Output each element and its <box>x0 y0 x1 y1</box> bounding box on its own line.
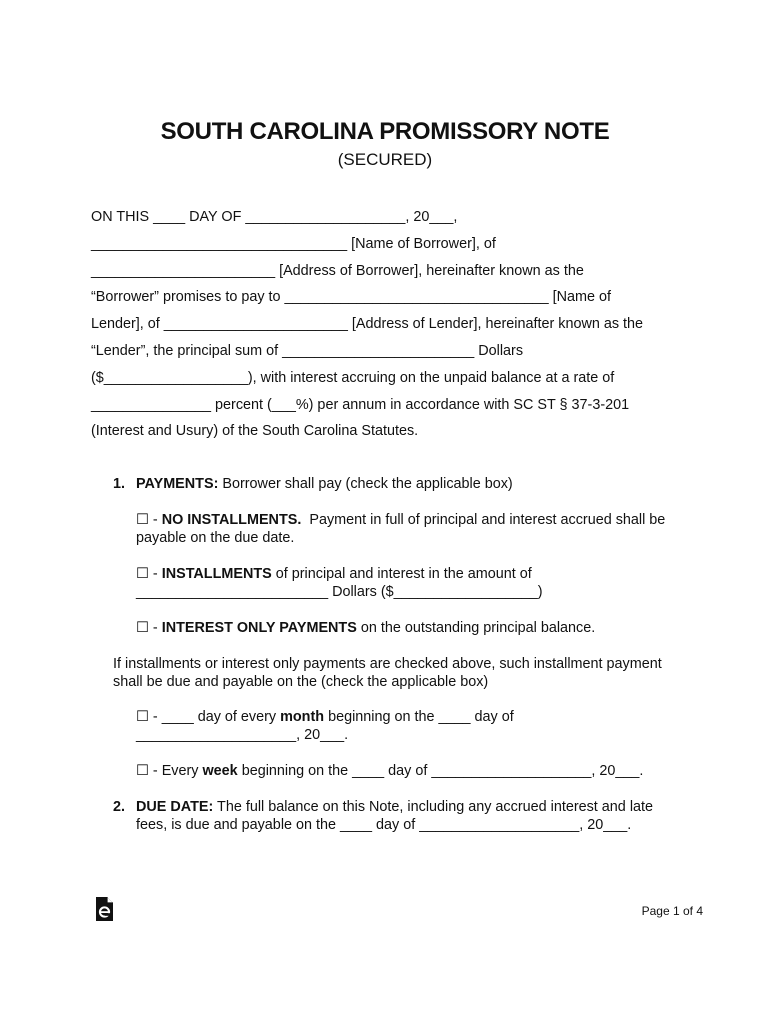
section-heading: DUE DATE: <box>136 799 214 815</box>
section-text: The full balance on this Note, including any accrued interest and late fees, is due and payable on the ____ day of ____________________, 20___. <box>136 799 654 833</box>
option-text: beginning on the ____ day of ____________________, 20___. <box>241 763 644 779</box>
intro-line: “Lender”, the principal sum of ________________________ Dollars <box>91 342 524 359</box>
eforms-logo-icon <box>94 896 114 922</box>
option-weekly <box>136 762 681 780</box>
section-number: 1. <box>113 476 126 492</box>
option-no-installments <box>136 511 681 547</box>
intro-line: “Borrower” promises to pay to _________________________________ [Name of <box>91 289 612 306</box>
option-text: of principal and interest in the amount of <box>275 566 532 582</box>
intro-line: (Interest and Usury) of the South Carolina Statutes. <box>91 423 419 440</box>
option-interest-only <box>136 619 681 637</box>
option-line2: ________________________ Dollars ($__________________) <box>136 584 543 600</box>
intro-line: _______________________ [Address of Borrower], hereinafter known as the <box>91 262 584 279</box>
payments-section <box>113 475 693 493</box>
section-number: 2. <box>113 799 126 815</box>
checkbox-weekly[interactable]: ☐ - Every <box>136 763 203 779</box>
page-number: Page 1 of 4 <box>641 904 703 918</box>
option-line2: ____________________, 20___. <box>136 727 349 743</box>
schedule-note: If installments or interest only payments are checked above, such installment payment shall be due and payable on the (check the applicable box) <box>113 656 662 690</box>
document-subtitle: (SECURED) <box>337 150 433 169</box>
option-label: INSTALLMENTS <box>161 566 272 582</box>
checkbox-interest-only[interactable]: ☐ - <box>136 620 162 636</box>
option-label: NO INSTALLMENTS. <box>161 512 302 528</box>
option-text: Payment in full of principal and interest accrued shall be payable on the due date. <box>136 512 666 546</box>
option-installments <box>136 565 681 601</box>
intro-line: ($__________________), with interest accruing on the unpaid balance at a rate of <box>91 369 615 386</box>
checkbox-no-installments[interactable]: ☐ - <box>136 512 162 528</box>
intro-line: ________________________________ [Name of Borrower], of <box>91 235 496 252</box>
due-date-section <box>113 798 658 834</box>
option-label: INTEREST ONLY PAYMENTS <box>161 620 357 636</box>
intro-paragraph <box>91 204 691 445</box>
option-monthly <box>136 708 681 744</box>
document-title: SOUTH CAROLINA PROMISSORY NOTE <box>160 118 610 145</box>
section-text: Borrower shall pay (check the applicable box) <box>222 476 513 492</box>
section-heading: PAYMENTS: <box>136 476 219 492</box>
option-label: week <box>202 763 238 779</box>
option-text: beginning on the ____ day of <box>328 709 514 725</box>
checkbox-installments[interactable]: ☐ - <box>136 566 162 582</box>
intro-line: _______________ percent (___%) per annum in accordance with SC ST § 37-3-201 <box>91 396 630 413</box>
option-label: month <box>280 709 325 725</box>
intro-line: Lender], of _______________________ [Address of Lender], hereinafter known as the <box>91 316 644 333</box>
option-text: on the outstanding principal balance. <box>360 620 596 636</box>
intro-line: ON THIS ____ DAY OF ____________________, 20___, <box>91 209 458 225</box>
checkbox-monthly[interactable]: ☐ - ____ day of every <box>136 709 281 725</box>
